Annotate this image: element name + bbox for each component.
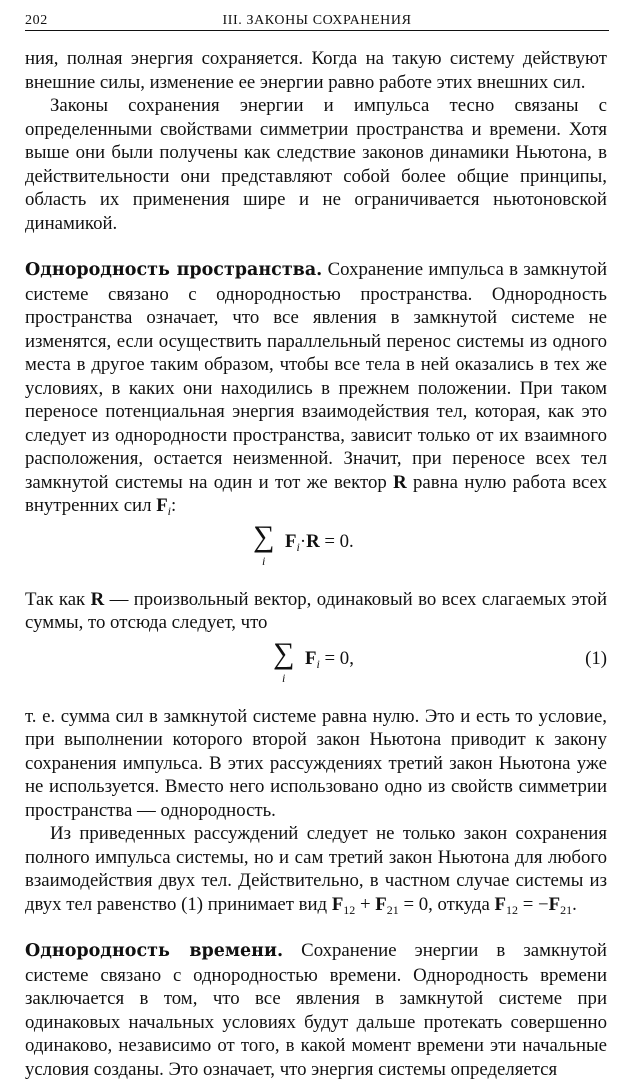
third-law-text: Из приведенных рассуждений следует не только закон сохранения полного импульса системы, но и сам третий закон Ньютона для любого взаимодействия двух тел. Действительно, в частном случае системы из двух тел равенство (1) принимает вид <box>25 823 607 915</box>
sub-21: 21 <box>386 902 399 917</box>
since-R: R <box>90 588 105 610</box>
sum-symbol <box>273 636 295 685</box>
paragraph-te: т. е. сумма сил в замкнутой системе равна нулю. Это и есть то условие, при выполнении которого второй закон Ньютона приводит к закону сохранения импульса. В этих рассуждениях третий закон Ньютона уже не используется. Вместо него использовано одно из свойств симметрии пространства — однородность. <box>25 705 607 821</box>
F12-b: F <box>494 893 507 915</box>
eq-F: F <box>305 647 317 669</box>
equation-work-zero <box>25 518 607 588</box>
F21: F <box>375 893 387 915</box>
running-header <box>25 6 609 31</box>
section-time-homogeneity <box>25 939 607 1081</box>
subscript-i: i <box>167 504 172 518</box>
section-time-text: Сохранение энергии в замкнутой системе связано с однородностью времени. Однородность времени заключается в том, что все явления в замкнутой системе при одинаковых начальных условиях будут дальше протекать совершенно одинаково, независимо от того, в какой момент времени эти начальные условия созданы. Это означает, что энергия системы определяется <box>25 940 607 1080</box>
equation-body <box>305 647 354 671</box>
section-heading-time: Однородность времени. <box>25 941 284 961</box>
eq-rhs: = 0, <box>319 647 354 669</box>
sum-symbol <box>253 519 275 568</box>
equation-body <box>285 530 354 554</box>
since-start: Так как <box>25 588 86 610</box>
page-number: 202 <box>25 13 48 28</box>
equation-1 <box>25 635 607 705</box>
sub-12-b: 12 <box>506 902 519 917</box>
F12: F <box>331 893 344 915</box>
eq-sub-i: i <box>316 656 320 671</box>
vector-R: R <box>393 471 407 493</box>
page-body <box>25 47 607 1081</box>
sigma-glyph: ∑ <box>273 636 295 670</box>
equation-number: (1) <box>585 647 607 669</box>
eq-dot: · <box>299 530 307 552</box>
sigma-glyph: ∑ <box>253 519 275 553</box>
eq-R: R <box>306 530 320 552</box>
eq-rhs: = 0. <box>319 530 354 552</box>
colon: : <box>171 495 177 516</box>
minus-sign: = − <box>518 893 549 915</box>
vector-F: F <box>156 495 168 516</box>
sub-12: 12 <box>343 902 356 917</box>
paragraph-third-law <box>25 822 607 916</box>
since-rest: — произвольный вектор, одинаковый во всех слагаемых этой суммы, то отсюда следует, что <box>25 588 607 633</box>
sub-21-b: 21 <box>560 902 573 917</box>
period: . <box>572 893 577 915</box>
eq-F: F <box>285 530 297 552</box>
paragraph-symmetry: Законы сохранения энергии и импульса тесно связаны с определенными свойствами симметрии пространства и времени. Хотя выше они были получены как следствие законов динамики Ньютона, в действительности они представляют собой более общие принципы, область их применения шире и не ограничивается ньютоновской динамикой. <box>25 95 607 234</box>
paragraph-since <box>25 588 607 635</box>
section-space-homogeneity <box>25 258 607 518</box>
paragraph-continued: ния, полная энергия сохраняется. Когда на такую систему действуют внешние силы, изменение ее энергии равно работе этих внешних сил. <box>25 48 607 93</box>
section-space-text: Сохранение импульса в замкнутой системе связано с однородностью пространства. Однородность пространства означает, что все явления в замкнутой системе не изменятся, если осуществить параллельный перенос системы из одного места в другое таким образом, чтобы все тела в ней оказались в тех же условиях, в каких они находились в прежнем положении. При таком переносе потенциальная энергия взаимодействия тел, которая, как это следует из однородности пространства, зависит только от их взаимного расположения, остается неизменной. Значит, при переносе всех тел замкнутой системы на один и тот же вектор <box>25 259 607 493</box>
plus-sign: + <box>355 893 376 915</box>
chapter-title: III. ЗАКОНЫ СОХРАНЕНИЯ <box>222 13 412 28</box>
eq-zero-text: = 0, откуда <box>398 893 490 915</box>
eq-sub-i: i <box>296 539 300 554</box>
section-space-text-tail: равна нулю работа всех внутренних сил <box>25 471 607 516</box>
section-heading-space: Однородность пространства. <box>25 260 323 280</box>
sum-index: i <box>262 553 266 568</box>
F21-b: F <box>548 893 561 915</box>
sum-index: i <box>282 670 286 685</box>
